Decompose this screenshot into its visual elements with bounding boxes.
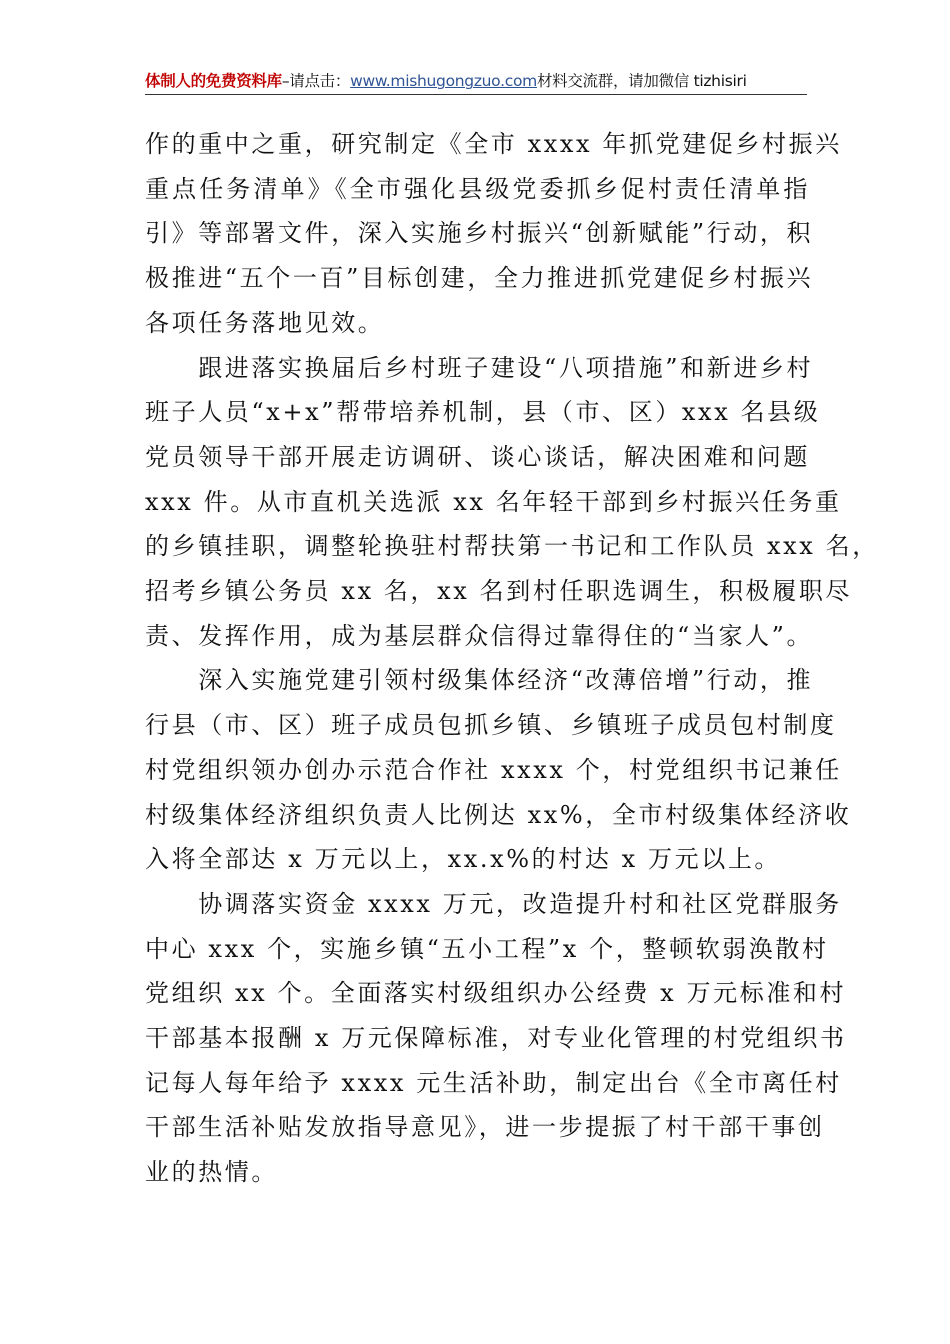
text-line: 村党组织领办创办示范合作社 xxxx 个，村党组织书记兼任 — [145, 755, 842, 784]
paragraph-4 — [145, 882, 847, 1195]
paragraph-2 — [145, 346, 879, 659]
text-line: 干部基本报酬 x 万元保障标准，对专业化管理的村党组织书 — [145, 1024, 847, 1053]
text-line: 的乡镇挂职，调整轮换驻村帮扶第一书记和工作队员 xxx 名， — [145, 532, 879, 561]
text-line: 党组织 xx 个。全面落实村级组织办公经费 x 万元标准和村 — [145, 979, 847, 1008]
site-link[interactable]: www.mishugongzuo.com — [350, 72, 537, 90]
header-prompt: –请点击： — [281, 72, 351, 90]
text-line: 干部生活补贴发放指导意见》，进一步提振了村干部干事创 — [145, 1113, 825, 1142]
text-line: 记每人每年给予 xxxx 元生活补助，制定出台《全市离任村 — [145, 1068, 842, 1097]
text-line: 班子人员“x+x”帮带培养机制，县（市、区）xxx 名县级 — [145, 398, 821, 427]
text-line: 各项任务落地见效。 — [145, 308, 385, 337]
text-line: 业的热情。 — [145, 1158, 278, 1187]
site-name: 体制人的免费资料库 — [145, 72, 282, 90]
text-line: 招考乡镇公务员 xx 名，xx 名到村任职选调生，积极履职尽 — [145, 577, 853, 606]
paragraph-3 — [145, 658, 852, 882]
text-line: 深入实施党建引领村级集体经济“改薄倍增”行动，推 — [145, 666, 814, 695]
text-line: xxx 件。从市直机关选派 xx 名年轻干部到乡村振兴任务重 — [145, 487, 842, 516]
contact-note: 材料交流群，请加微信 tizhisiri — [536, 72, 747, 90]
text-line: 跟进落实换届后乡村班子建设“八项措施”和新进乡村 — [145, 353, 814, 382]
text-line: 党员领导干部开展走访调研、谈心谈话，解决困难和问题 — [145, 442, 810, 471]
text-line: 中心 xxx 个，实施乡镇“五小工程”x 个，整顿软弱涣散村 — [145, 934, 829, 963]
text-line: 极推进“五个一百”目标创建，全力推进抓党建促乡村振兴 — [145, 264, 814, 293]
text-line: 协调落实资金 xxxx 万元，改造提升村和社区党群服务 — [145, 889, 842, 918]
page-header — [145, 68, 807, 95]
paragraph-1 — [145, 122, 842, 346]
text-line: 村级集体经济组织负责人比例达 xx%，全市村级集体经济收 — [145, 800, 852, 829]
text-line: 引》等部署文件，深入实施乡村振兴“创新赋能”行动，积 — [145, 219, 814, 248]
text-line: 入将全部达 x 万元以上，xx.x%的村达 x 万元以上。 — [145, 845, 782, 874]
text-line: 重点任务清单》《全市强化县级党委抓乡促村责任清单指 — [145, 174, 810, 203]
text-line: 作的重中之重，研究制定《全市 xxxx 年抓党建促乡村振兴 — [145, 130, 842, 158]
text-line: 行县（市、区）班子成员包抓乡镇、乡镇班子成员包村制度 — [145, 711, 837, 740]
document-body — [145, 122, 879, 1195]
text-line: 责、发挥作用，成为基层群众信得过靠得住的“当家人”。 — [145, 621, 814, 650]
